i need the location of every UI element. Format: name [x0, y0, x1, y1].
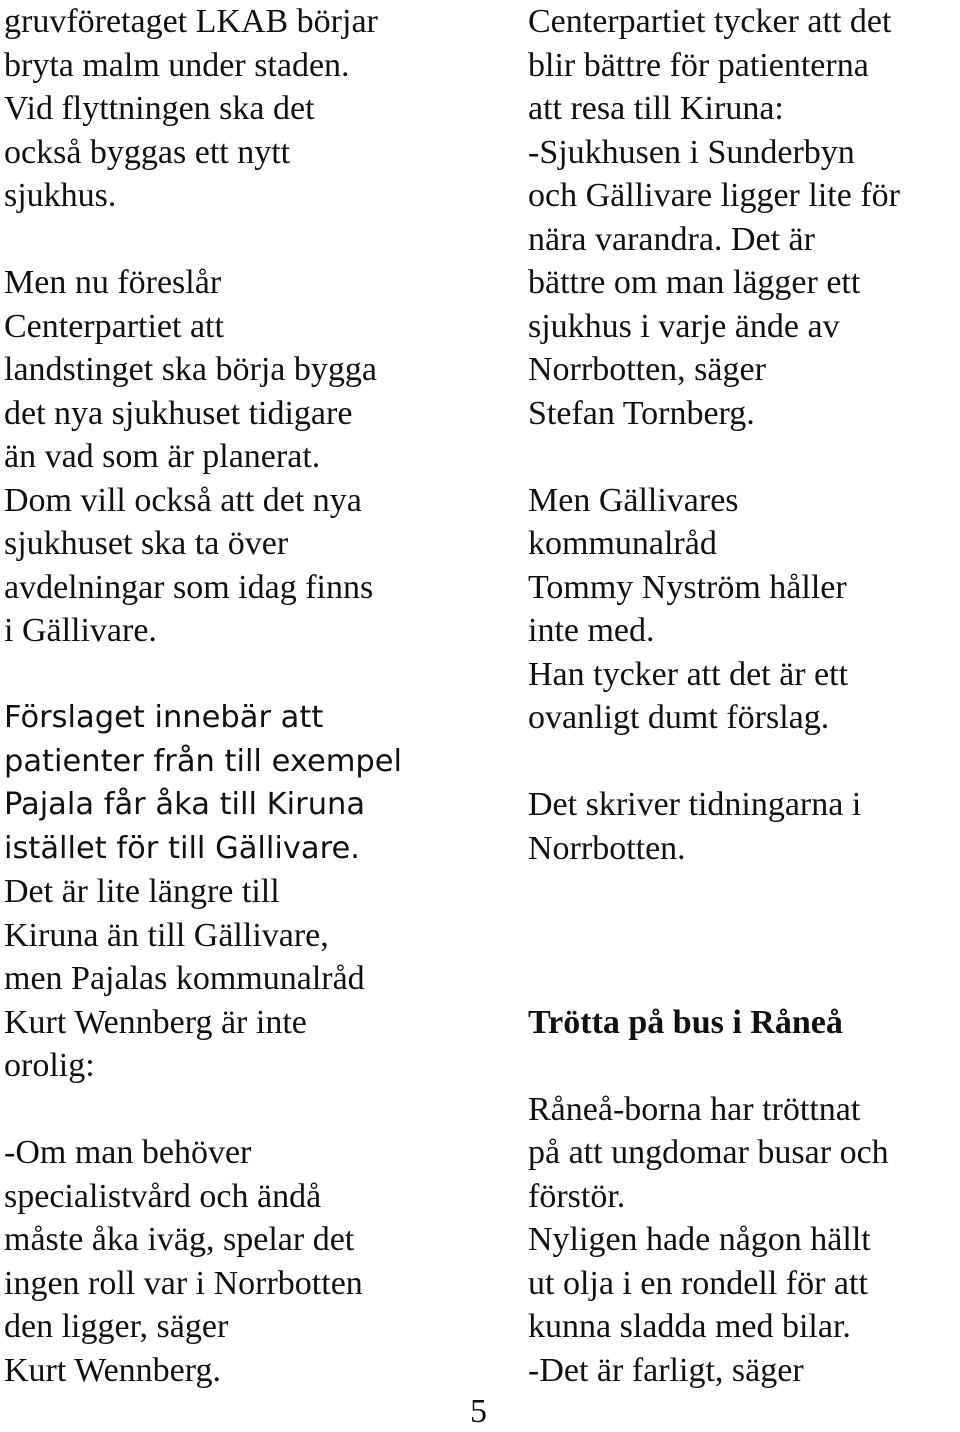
text-line: Tommy Nyström håller [528, 568, 847, 606]
paragraph-centerpartiet-proposal [4, 261, 474, 653]
text-line: istället för till Gällivare. [4, 830, 360, 866]
text-line: ut olja i en rondell för att [528, 1264, 868, 1302]
text-line: på att ungdomar busar och [528, 1134, 889, 1171]
text-line: också byggas ett nytt [4, 133, 291, 171]
text-line: kommunalråd [528, 525, 717, 562]
text-line: -Det är farligt, säger [528, 1351, 804, 1389]
text-line: orolig: [4, 1047, 95, 1084]
text-line: att resa till Kiruna: [528, 90, 784, 127]
text-line: Men Gällivares [528, 481, 739, 519]
paragraph-ranea-article [528, 1088, 958, 1393]
text-line: Kurt Wennberg. [4, 1351, 221, 1389]
text-line: det nya sjukhuset tidigare [4, 394, 353, 432]
text-line: -Om man behöver [4, 1134, 252, 1171]
text-line: men Pajalas kommunalråd [4, 960, 365, 997]
paragraph-proposal-meaning [4, 696, 474, 870]
text-line: måste åka iväg, spelar det [4, 1221, 355, 1258]
text-line: Råneå-borna har tröttnat [528, 1090, 861, 1128]
text-line: Norrbotten, säger [528, 351, 766, 388]
text-line: Stefan Tornberg. [528, 394, 755, 432]
text-line: Kurt Wennberg är inte [4, 1003, 307, 1041]
text-line: Centerpartiet tycker att det [528, 3, 892, 40]
text-line: kunna sladda med bilar. [528, 1308, 851, 1345]
text-line: landstinget ska börja bygga [4, 351, 377, 388]
text-line: än vad som är planerat. [4, 438, 321, 475]
article-heading: Trötta på bus i Råneå [528, 1003, 843, 1041]
text-line: Centerpartiet att [4, 307, 224, 345]
text-line: bryta malm under staden. [4, 46, 350, 84]
text-line: Pajala får åka till Kiruna [4, 787, 366, 822]
text-line: i Gällivare. [4, 612, 157, 649]
paragraph-nystrom-disagrees [528, 479, 958, 740]
text-line: inte med. [528, 612, 655, 649]
text-line: gruvföretaget LKAB börjar [4, 3, 378, 40]
text-line: Norrbotten. [528, 829, 686, 867]
page-number: 5 [470, 1393, 487, 1430]
text-line: nära varandra. Det är [528, 220, 815, 258]
paragraph-source-note [528, 783, 958, 870]
text-line: blir bättre för patienterna [528, 46, 869, 84]
paragraph-lkab-move [4, 0, 474, 218]
text-line: Han tycker att det är ett [528, 655, 849, 693]
left-column [4, 0, 474, 1392]
text-line: Dom vill också att det nya [4, 481, 362, 519]
text-line: -Sjukhusen i Sunderbyn [528, 133, 855, 171]
text-line: specialistvård och ändå [4, 1177, 322, 1215]
text-line: Men nu föreslår [4, 264, 222, 301]
text-line: ingen roll var i Norrbotten [4, 1264, 363, 1302]
text-line: Vid flyttningen ska det [4, 90, 315, 127]
text-line: Det är lite längre till [4, 873, 280, 910]
paragraph-tornberg-quote [528, 0, 958, 435]
text-line: Kiruna än till Gällivare, [4, 916, 329, 954]
text-line: den ligger, säger [4, 1308, 229, 1345]
paragraph-kiruna-distance [4, 870, 474, 1088]
text-line: avdelningar som idag finns [4, 568, 374, 606]
text-line: och Gällivare ligger lite för [528, 177, 900, 214]
right-column [528, 0, 958, 1392]
text-line: sjukhus i varje ände av [528, 307, 840, 345]
text-line: sjukhus. [4, 177, 117, 214]
text-line: förstör. [528, 1177, 626, 1215]
text-line: Nyligen hade någon hällt [528, 1221, 871, 1258]
text-line: sjukhuset ska ta över [4, 525, 289, 562]
text-line: ovanligt dumt förslag. [528, 699, 830, 736]
text-line: patienter från till exempel [4, 743, 403, 779]
text-line: Förslaget innebär att [4, 700, 324, 735]
text-line: bättre om man lägger ett [528, 264, 861, 301]
text-line: Det skriver tidningarna i [528, 786, 862, 823]
paragraph-wennberg-quote [4, 1131, 474, 1392]
